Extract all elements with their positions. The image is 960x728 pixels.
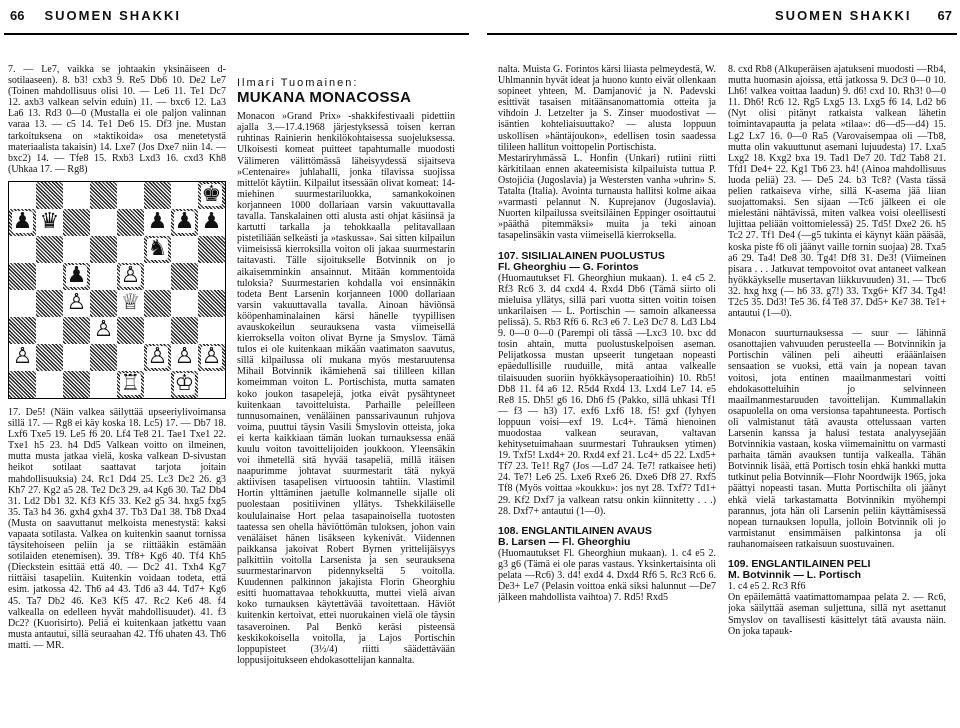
board-square <box>36 236 63 263</box>
game-108-moves: (Huomautukset Fl. Gheorghiun mukaan). 1. c4 e5 2. g3 g6 (Tämä ei ole paras vastaus. Yksinkertaisinta oli pelata —Rc6) 3. d4! exd4 4. Dxd4 Rf6 5. Rc3 Rc6 6. De3+ Le7 (Pelasin voittoa enkä siksi halunnut —De7 jälkeen mahdollista vaihtoa) 7. Rd5! Rxd5 <box>498 547 716 604</box>
board-square <box>90 182 117 209</box>
col2-paragraph-1: Monacon »Grand Prix» -shakkifestivaali pidettiin ajalla 3.—17.4.1968 järjestyksessä toisen kerran ruhtinas Rainierin henkilökohtaisessa suojeluksessa. Ulkoisesti komeat puitteet tapahtumalle muodosti Välimeren välittömässä läheisyydessä sijaitseva »Centenaire» juhlahalli, jonka tilavissa suojissa mittelöt käytiin. Kilpailut itsessään olivat komeat: 14-miehinen suurmestariluokka, samankokoinen korjanneen 1000 dollariaan varsin vakuuttavalla tavalla. Tanskalainen otti alusta asti ohjat käsiinsä ja kartutti tarkalla ja tehokkaalla pelitavallaan pistetiliään selkeästi ja »taskussa». Sai sitten kilpailun viimeisissä kierroksilla voiton oli jakaa suurmestarin taitavasti. Tälle sijoitukselle Botvinnik on jo aikaisemminkin ansainnut. Mitään kommentoida tuloksia? Suurmestarien kohdalla voi ensinnäkin todeta Bent Larsenin korjanneen 1000 dollariaan varsin vakuuttavalla tavalla. Ainoan häviönsä kööpenhaminalainen kärsi hänelle tyypillisen avauskokeilun seurauksena vasta viimeisellä kierroksella voiton olivat Byrne ja Smyslov. Tämä tulos ei ole kuitenkaan mikään vaatimaton saavutus, sillä kilpailussa oli mukana myös mestaruutensa Mihail Botvinnik ikämiehenä sai tililleen killan komeimman voiton L. Portischista, mutta samaten koko joukon tasapelejä, jotka eivät pysähtyneet kuitenkaan tavoitteluista. Parhaille peleilleen tunnusomainen, venäläinen panssarivaunun ruhjova voima, puuttui täysin Vasili Smyslovin otteista, joka ei kerta kaikkiaan tämän luokan turnauksessa enää kuulu voiton tavoittelijoiden joukkoon. Yleensäkin voi ihmetellä sitä hyvää tasapeliä, millä itäisen naapurimme johtavat suurmestarit tätä nykyä aktiivisen tasapelisen virtuoosin tahtiin. Vlastimil Hortin ylttäminen jaetulle kolmannelle sijalle oli puolestaan positiivinen yllätys. Tshekkiläiselle koululainaise Hort pelaa tasapainoisella tuotosten taatessa sen ohella häviöttömän tuloksen, johon vain venäläiset hänen lisäkseen kykenivät. Viidennen paikkansa jakoivat Robert Byrnen yrittelijäisyys palkittiin voitolla Larsenista ja sen seurauksena suurmestarinarvon pidennykseltä 5 voitolla. Kuudennen palkinnon jakajista Florin Gheorghiu esitti huomattavaa tehokkuutta, muttei vielä aivan koko turnauksen käytettävää tavoitettaan. Häviöt kuitenkin kertoivat, ettei nuorukainen vielä ole täysin tasaveroinen. Pal Benkö keräsi pisteensä keskikokoisella voitolla, ja Lajos Portischin loppupisteet (3½/4) riitti säädettävään loppusijoitukseen ehdokasottelijan kannalta. <box>237 111 455 666</box>
board-square <box>144 263 171 290</box>
board-square <box>63 236 90 263</box>
board-square <box>63 290 90 317</box>
right-page-header <box>490 0 952 30</box>
board-square <box>198 263 225 290</box>
chess-piece-icon: ♙ <box>93 317 114 343</box>
chess-piece-icon: ♟ <box>12 209 33 235</box>
board-square <box>9 236 36 263</box>
board-square <box>90 209 117 236</box>
board-square <box>36 290 63 317</box>
article-title: MUKANA MONACOSSA <box>237 89 412 107</box>
column-1 <box>8 64 226 714</box>
game-109-players: M. Botvinnik — L. Portisch <box>728 569 862 582</box>
chess-piece-icon: ♔ <box>174 371 195 397</box>
left-page-header <box>10 0 470 30</box>
article-author: Ilmari Tuomainen: <box>237 78 359 89</box>
board-square <box>171 371 198 398</box>
board-square <box>36 371 63 398</box>
left-header-rule <box>4 33 469 35</box>
board-square <box>144 317 171 344</box>
chess-piece-icon: ♙ <box>120 263 141 289</box>
board-square <box>9 317 36 344</box>
board-square <box>9 344 36 371</box>
board-square <box>198 317 225 344</box>
chess-piece-icon: ♙ <box>174 344 195 370</box>
chess-piece-icon: ♕ <box>120 290 141 316</box>
board-square <box>90 317 117 344</box>
right-running-title: SUOMEN SHAKKI <box>775 7 912 23</box>
board-square <box>117 209 144 236</box>
board-square <box>63 317 90 344</box>
board-square <box>63 344 90 371</box>
board-square <box>171 290 198 317</box>
board-square <box>117 263 144 290</box>
board-square <box>171 344 198 371</box>
board-square <box>117 344 144 371</box>
left-page-number: 66 <box>10 7 25 23</box>
board-square <box>63 182 90 209</box>
board-square <box>63 263 90 290</box>
chess-piece-icon: ♞ <box>147 236 168 262</box>
board-square <box>144 209 171 236</box>
game-109-heading: 109. ENGLANTILAINEN PELI <box>728 558 871 571</box>
col4-paragraph-4: On epäilemättä vaatimattomampaa pelata 2. — Rc6, joka säilyttää aseman suljettuna, sillä nyt asettanut Smyslov on tavallisesti käsittelyt tätä avausta näin. On joka tapauk- <box>728 592 946 637</box>
column-2 <box>237 78 455 728</box>
chess-piece-icon: ♖ <box>120 371 141 397</box>
board-square <box>144 236 171 263</box>
board-square <box>9 182 36 209</box>
right-header-rule <box>487 33 957 35</box>
col3-paragraph-1: nalta. Muista G. Forintos kärsi liiasta pelmeydestä, W. Uhlmannin hyvät ideat ja huono kunto eivät ollenkaan sopineet yhteen, M. Damjanović ja N. Padevski esittivät tasaisen mitäänsanomattomia otteita ja vihdoin J. Letzelter ja S. Zinser muodostivat — isäntien kohteliaisuuttako? — alusta loppuun uskollisen »häntäjoukon», edellisen tosin saadessa tilileen hallitun voittopelin Portischista. <box>498 64 716 153</box>
board-square <box>144 344 171 371</box>
board-square <box>63 371 90 398</box>
board-square <box>171 209 198 236</box>
game-107-moves: (Huomautukset Fl. Gheorghiun mukaan). 1. e4 c5 2. Rf3 Rc6 3. d4 cxd4 4. Rxd4 Db6 (Tämä siirto oli mieluisa yllätys, sillä pari vuotta sitten voitin toisen unkarilaisen — L. Portischin — samoin alkaneessa pelissä). 5. Rb3 Rf6 6. Rc3 e6 7. Le3 Dc7 8. Ld3 Lb4 9. 0—0 0—0 (Parempi oli tässä —Lxc3 10. bxc dd tosin ahtain, mutta puolustuskelpoisen aseman. Pelijatkossa mustan upseerit tungetaan nopeasti epäedullisille ruuduille, mitä antaa valkealle tilaisuuden suoriin hyökkäysoperaatioihin) 10. Rb5! Db8 11. f4 a6 12. R5d4 Rxd4 13. Lxd4 Le7 14. e5 Re8 15. Dh5! g6 16. Dh6 f5 (Pakko, sillä uhkasi Tf1 — f3 — h3) 17. exf6 Lxf6 18. f5! gxf (Iyhyen loppuun voisi—exf 19. Lc4+. Tämä hienoinen muodostaa valkean seuravan, valtavan kehitysetuimahaan suurmestari Tuhrauksen ytimen) 19. Txf5! Lxd4+ 20. Rxd4 exf 21. Lc4+ d5 22. Lxd5+ Tf7 23. Te1! Rg7 (Jos —Ld7 24. Te7! ratkaisee heti) 24. Te7! Le6 25. Lxe6 Rxe6 26. Dxe6 Df8 27. Rxf5 Tf8 (Myös voittaa »koukku»: jos nyt 28. Txf7? Td1+ 29. Kf2 Dxf7 ja valkean ratsu onkin kiinnitetty . . .) 28. Dxf7+ antautui (1—0). <box>498 272 716 517</box>
chess-piece-icon: ♟ <box>201 209 222 235</box>
board-square <box>198 182 225 209</box>
board-square <box>171 236 198 263</box>
board-square <box>117 290 144 317</box>
chess-piece-icon: ♚ <box>201 182 222 208</box>
board-square <box>9 209 36 236</box>
game-107-heading: 107. SISILIALAINEN PUOLUSTUS <box>498 249 665 262</box>
chess-diagram <box>8 181 226 399</box>
chess-piece-icon: ♙ <box>12 344 33 370</box>
board-square <box>144 371 171 398</box>
board-square <box>90 290 117 317</box>
board-square <box>117 317 144 344</box>
col4-paragraph-1: 8. cxd Rb8 (Alkuperäisen ajatukseni muodosti —Rb4, mutta huomasin ajoissa, että jatkossa 9. Dc3 0—0 10. Lh6! valkea voittaa laadun) 9. d6! cxd 10. Rh3! 0—0 11. Dh6! Rc6 12. Rg5 Lxg5 13. Lxg5 f6 14. Ld2 b6 (Nyt olisi pitänyt ratkaista valkean lähetin toimintavapautta ja pelata »tilaa»: d6—d5—d4) 15. Lg2 Lx7 16. 0—0 Ra5 (Varovaisempaa oli —Tb8, mutta olin vakuuttunut asemani lujuudesta) 17. Lxa5 Lxg2 18. Kxg2 bxa 19. Tad1 De7 20. Td2 Tab8 21. Tfd1 De4+ 22. Kg1 Tb6 23. h4! (Ainoa mahdollisuus luoda peliä) 23. — De5 24. b3 Tc8? (Vasta tässä pelien ratkaiseva virhe, sillä K-asema jää liian suojattomaksi. Sen sijaan —Tc6 jälkeen ei ole mielestäni nähtävissä, miten valkea voisi oleellisesti lujittaa peliään voittomielessä) 25. Td5! Dxe2 26. h5 Tc2 27. Tf1 De4 (—g5 tukinta ei käynyt kään pääsää, koska piste f6 oli jäänyt vaille tornin suojaa) 28. Txa5 a6 29. Ta4! De8 30. Tg4! Df8 31. De3! (Viimeinen pisara . . . Jatkuvat tempovoitot ovat antaneet valkean hyökkäykselle musertavan liikkuvuuden) 31. — Tbc6 32. hxg hxg (— h6 33. g7!) 33. Txg6+ Kf7 34. Tg4! T2c5 35. Dd3! Te5 36. f4 Te8 37. Dd5+ Ke7 38. Te1+ antautui (1—0). <box>728 64 946 320</box>
board-square <box>36 317 63 344</box>
board-square <box>36 263 63 290</box>
board-square <box>198 371 225 398</box>
board-square <box>198 290 225 317</box>
left-running-title: SUOMEN SHAKKI <box>44 7 181 23</box>
board-square <box>198 236 225 263</box>
col3-paragraph-2: Mestariryhmässä L. Honfin (Unkari) rutiini riitti kärkitilaan ennen akateemisista kilpailuista tuttua P. Ostojićia (Jugoslavia) ja Westersten vanha »uhrin» S. Tatalta (Italia). Avointa turnausta hallitsi kolme aikaa »varmasti pelannut N. Kuprejanov (Jugoslavia). Nuorten kilpailussa sveitsiläinen Eppinger osoittautui »pääthä pitemmäksi» muita ja teki ainoan tasapelinsäkin vasta viimeisellä kierroksella. <box>498 152 716 242</box>
game-107-players: Fl. Gheorghiu — G. Forintos <box>498 260 639 273</box>
board-square <box>117 236 144 263</box>
chess-piece-icon: ♟ <box>147 209 168 235</box>
chess-piece-icon: ♙ <box>66 290 87 316</box>
column-4 <box>728 64 946 714</box>
game-108-heading: 108. ENGLANTILAINEN AVAUS <box>498 524 652 537</box>
board-square <box>171 317 198 344</box>
chess-piece-icon: ♛ <box>39 209 60 235</box>
board-square <box>36 344 63 371</box>
column-3 <box>498 64 716 714</box>
col1-paragraph-1: 7. — Le7, vaikka se johtaakin yksinäiseen d-sotilaaseen). 8. b3! cxb3 9. Re5 Db6 10. De2 Le7 (Toinen mahdollisuus olisi 10. — Le6 11. Te1 Dc7 12. axb3 valkean selvin eduin) 11. — bxc6 12. La3 La6 13. Rd3 0—0 (Mustalla ei ole paljon valinnan varaa 13. — c5 14. Te1 De6 15. Df3 jne. Mustan tarkoituksena on »taktikoida» osa menetetystä materiaalista takaisin) 14. Lxe7 (Jos Dxe7 niin 14. — bxc2) 14. — Tfe8 15. Rxb3 Lxd3 16. cxd3 Kh8 (Uhkaa 17. — Rg8) <box>8 64 226 175</box>
board-square <box>9 263 36 290</box>
board-square <box>90 263 117 290</box>
board-square <box>144 182 171 209</box>
board-square <box>90 371 117 398</box>
board-square <box>198 209 225 236</box>
chess-piece-icon: ♙ <box>201 344 222 370</box>
board-square <box>9 290 36 317</box>
game-109-opening-moves: 1. c4 e5 2. Rc3 Rf6 <box>728 581 806 593</box>
board-square <box>36 209 63 236</box>
chess-piece-icon: ♟ <box>66 263 87 289</box>
chess-piece-icon: ♙ <box>147 344 168 370</box>
game-108-players: B. Larsen — Fl. Gheorghiu <box>498 535 631 548</box>
col4-paragraph-2: Monacon suurturnauksessa — suur — lähinnä osanottajien vahvuuden perusteella — Botvinnikin ja Portischin välinen peli aiheutti erääänlaisen sensaation se vuoksi, että vain ja nopean tavan voitosi, jota entinen maailmanmestari voitti ehdokasotteluihin jo selvinneen maailmanmestaruuden tavoittelijan. Kummallakin osapuolella on oma versionsa tapahtuneesta. Portisch oli valmistanut tätä avausta ottelussaan varten Larsenin kanssa ja halusi testata analyysejään Botvinnikia vastaan, koska viimemainittu on varmasti parhaita tämän avauksen tuntija valkealla. Tähän Botvinnik lisää, että Portisch tosin ehkä hankki mutta tutkinut pelia Botvinnik—Flohr Noordwijk 1965, joka päättyi nopeasti tasan. Mutta Portischilta oli jäänyt ehkä vielä tarkastamatta Botvinnikin myöhempi parannus, jota hän oli Larsenin peliin käyttämisessä nopean turnauksen lopulla, jolloin Botvinnik oli jo varmistanut ensimmäisen palkintonsa ja oli rauhanomaiseen ratkaisuun suostuvainen. <box>728 328 946 550</box>
board-square <box>144 290 171 317</box>
board-square <box>63 209 90 236</box>
board-square <box>117 182 144 209</box>
board-square <box>198 344 225 371</box>
board-square <box>117 371 144 398</box>
board-square <box>171 263 198 290</box>
board-square <box>90 344 117 371</box>
chess-piece-icon: ♟ <box>174 209 195 235</box>
board-square <box>36 182 63 209</box>
col1-paragraph-2: 17. De5! (Näin valkea säilyttää upseeriylivoimansa sillä 17. — Rg8 ei käy koska 18. Lc5) 17. — Db7 18. Lxf6 Txe5 19. Le5 f6 20. Lf4 Te8 21. Tae1 Txe1 22. Txe1 h5 23. h4 Dd5 Valkean voitto on ilmeinen, mutta musta jatkaa vielä, koska valkean D-sivustan heikot sotilaat saattavat tarjota joitain mahdollisuuksia) 24. Rc1 Dd4 25. Lc3 Dc2 26. g3 Kh7 27. Kg2 a5 28. Te2 Dc3 29. a4 Kg6 30. Ta2 Db4 31. Ld2 Db1 32. Kf3 Kf5 33. Ke2 g5 34. hxg5 fxg5 35. Ta3 h4 36. gxh4 gxh4 37. Tb3 Da1 38. Tb8 Dxa4 (Musta on saavuttanut melkoista menestystä: kaksi vapaata sotilasta. Valkea on kuitenkin saanut tornissa täysitehoiseen peliin ja se riittääkin estämään sotilaiden etenemisen). 39. Tf8+ Kg6 40. Tf4 Kh5 (Dieckstein esittää että 40. — Dc2 41. Txh4 Kg7 riittäisi tasapeliin. Kuitenkin voidaan todeta, että esim. jatkossa 42. Th6 a4 43. Td6 a3 44. Td7+ Kg6 45. Ta7 Db2 46. Ke3 Kf5 47. Rc2 Ke6 48. f4 valkealla on edelleen hyvät mahdollisuudet). 41. f3 Dc2? (Kuorisirto). Peliä ei kuitenkaan jatkettu vaan musta antautui, sillä seuraahan 42. Tf6 uhaten 43. Th6 matti. — MR. <box>8 406 226 651</box>
board-square <box>171 182 198 209</box>
board-square <box>90 236 117 263</box>
board-square <box>9 371 36 398</box>
right-page-number: 67 <box>937 7 952 23</box>
